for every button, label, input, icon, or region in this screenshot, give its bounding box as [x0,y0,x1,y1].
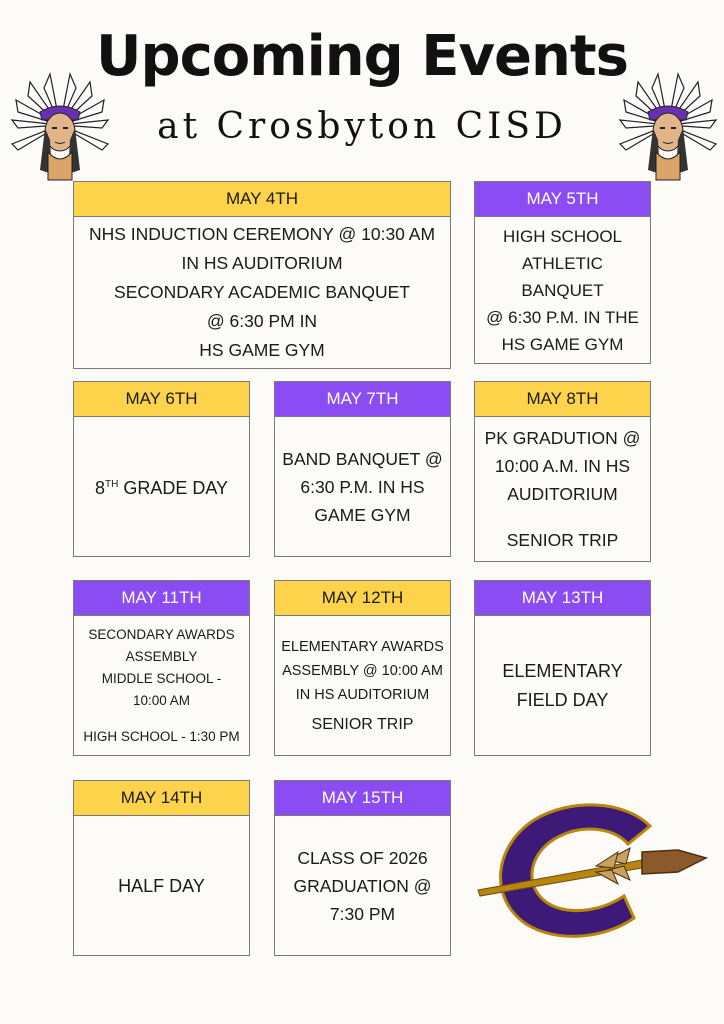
event-line: IN HS AUDITORIUM [181,253,343,273]
event-line: @ 6:30 P.M. IN THE [486,307,639,327]
event-line: HALF DAY [118,875,205,896]
event-date: MAY 12TH [275,581,450,616]
event-line: 6:30 P.M. IN HS [300,476,425,497]
event-line: 10:00 AM [132,692,191,708]
event-card-may-7 [274,381,451,557]
mascot-right-icon [612,70,724,182]
event-line: NHS INDUCTION CEREMONY @ 10:30 AM [88,224,436,244]
event-line: 7:30 PM [329,903,396,924]
event-line: @ 6:30 PM IN [206,311,318,331]
event-date: MAY 7TH [275,382,450,417]
event-card-may-4 [73,181,451,369]
event-line: SENIOR TRIP [506,530,619,550]
event-card-may-12 [274,580,451,756]
event-line: HIGH SCHOOL [502,226,623,246]
event-line: BAND BANQUET @ [282,448,443,469]
event-card-may-14 [73,780,250,956]
event-line: ASSEMBLY [125,648,198,664]
event-line: ELEMENTARY AWARDS [281,638,444,655]
event-date: MAY 13TH [475,581,650,616]
event-date: MAY 8TH [475,382,650,417]
event-line: HIGH SCHOOL - 1:30 PM [83,728,240,744]
event-line: PK GRADUTION @ [484,428,641,448]
event-line: HS GAME GYM [199,340,325,360]
event-line: ASSEMBLY @ 10:00 AM [282,662,443,679]
event-line: FIELD DAY [516,689,609,710]
event-card-may-8 [474,381,651,562]
event-card-may-11 [73,580,250,756]
event-date: MAY 5TH [475,182,650,217]
event-line: CLASS OF 2026 [297,847,428,868]
event-date: MAY 15TH [275,781,450,816]
event-line: HS GAME GYM [501,334,624,354]
event-card-may-13 [474,580,651,756]
page-title: Upcoming Events [96,24,628,89]
event-line: MIDDLE SCHOOL - [101,670,222,686]
event-date: MAY 4TH [74,182,450,217]
event-line: ATHLETIC BANQUET [521,253,604,300]
event-line: 10:00 A.M. IN HS [494,456,631,476]
event-line: SECONDARY AWARDS [88,626,235,642]
event-line: GAME GYM [314,504,411,525]
event-line: 8TH GRADE DAY [94,478,229,498]
event-date: MAY 6TH [74,382,249,417]
event-line: SENIOR TRIP [311,715,414,733]
event-line: ELEMENTARY [502,660,623,681]
school-logo [474,798,714,948]
event-line: GRADUATION @ [293,875,432,896]
event-line: AUDITORIUM [507,484,618,504]
event-line: IN HS AUDITORIUM [295,686,430,703]
mascot-left-icon [4,70,116,182]
event-card-may-5 [474,181,651,364]
page-subtitle: at Crosbyton CISD [157,106,567,147]
event-date: MAY 14TH [74,781,249,816]
event-date: MAY 11TH [74,581,249,616]
event-line: SECONDARY ACADEMIC BANQUET [114,282,410,302]
event-card-may-6 [73,381,250,557]
event-card-may-15 [274,780,451,956]
